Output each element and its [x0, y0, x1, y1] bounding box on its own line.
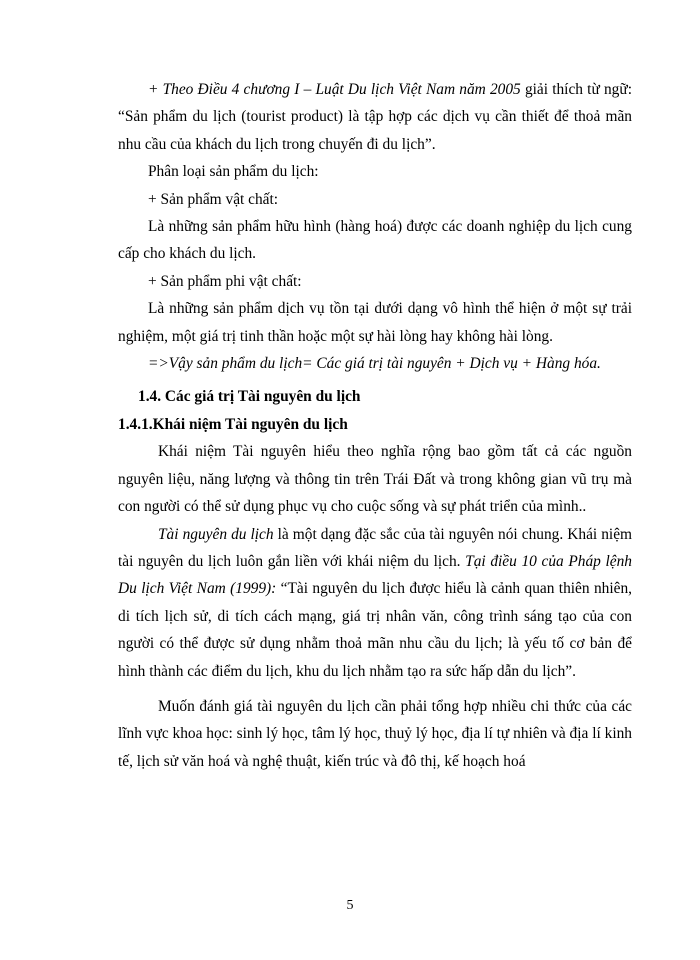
tourism-resource-text: là một dạng đặc sắc của tài nguyên nói chung. Khái niệm tài nguyên du lịch luôn gắn liền với khái niệm du lịch. [118, 525, 632, 570]
paragraph-tourist-product-definition [118, 76, 632, 158]
paragraph-nonmaterial-products: + Sản phẩm phi vật chất: [148, 272, 302, 290]
ordinance-quote: “Tài nguyên du lịch được hiểu là cảnh quan thiên nhiên, di tích lịch sử, di tích cách mạng, giá trị nhân văn, công trình sáng tạo của con người có thể được sử dụng nhằm thoả mãn nhu cầu du lịch; là yếu tố cơ bản để hình thành các điểm du lịch, khu du lịch nhằm tạo ra sức hấp dẫn du lịch”. [118, 580, 632, 680]
paragraph-tourism-resource [118, 521, 632, 685]
page-number: 5 [346, 898, 354, 913]
document-body [118, 76, 632, 775]
paragraph-material-products: + Sản phẩm vật chất: [148, 190, 279, 208]
paragraph-resource-concept: Khái niệm Tài nguyên hiểu theo nghĩa rộng bao gồm tất cả các nguồn nguyên liệu, năng lượng và thông tin trên Trái Đất và trong không gian vũ trụ mà con người có thể sử dụng phục vụ cho cuộc sống và sự phát triển của mình.. [118, 443, 632, 516]
paragraph-classification: Phân loại sản phẩm du lịch: [148, 163, 319, 181]
definition-text: giải thích từ ngữ: “Sản phẩm du lịch (tourist product) là tập hợp các dịch vụ cần thiết để thoả mãn nhu cầu của khách du lịch trong chuyến đi du lịch”. [118, 81, 632, 153]
heading-section-1-4-1: 1.4.1.Khái niệm Tài nguyên du lịch [118, 415, 348, 433]
paragraph-material-description: Là những sản phẩm hữu hình (hàng hoá) được các doanh nghiệp du lịch cung cấp cho khách du lịch. [118, 218, 632, 263]
paragraph-evaluation: Muốn đánh giá tài nguyên du lịch cần phải tổng hợp nhiều chi thức của các lĩnh vực khoa học: sinh lý học, tâm lý học, thuỷ lý học, địa lí tự nhiên và địa lí kinh tế, lịch sử văn hoá và nghệ thuật, kiến trúc và đô thị, kế hoạch hoá [118, 697, 632, 770]
term-tourism-resource: Tài nguyên du lịch [158, 525, 274, 543]
paragraph-conclusion: =>Vậy sản phẩm du lịch= Các giá trị tài nguyên + Dịch vụ + Hàng hóa. [148, 355, 601, 373]
law-citation: + Theo Điều 4 chương I – Luật Du lịch Việt Nam năm 2005 [148, 81, 521, 98]
ordinance-citation: Tại điều 10 của Pháp lệnh Du lịch Việt Nam (1999): [118, 552, 632, 598]
paragraph-nonmaterial-description: Là những sản phẩm dịch vụ tồn tại dưới dạng vô hình thể hiện ở một sự trải nghiệm, một giá trị tinh thần hoặc một sự hài lòng hay không hài lòng. [118, 300, 632, 345]
heading-section-1-4: 1.4. Các giá trị Tài nguyên du lịch [138, 388, 361, 406]
